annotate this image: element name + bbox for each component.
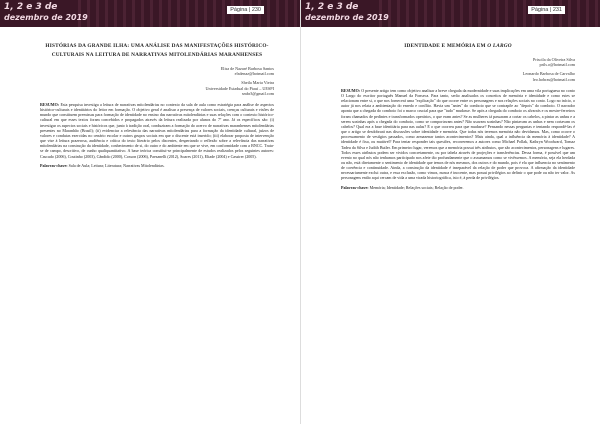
keywords-text: Sala de Aula; Leitura; Literatura; Narrativas Mitolendárias. [68, 162, 165, 168]
article-content [40, 42, 274, 168]
keywords-text: Memória; Identidade; Relações sociais; Relação de poder. [369, 184, 464, 190]
keywords-label: Palavras-chave: [40, 162, 68, 168]
page-number: Página | 230 [227, 6, 264, 14]
keywords [341, 185, 575, 190]
article-title [341, 42, 575, 51]
abstract-text: Esta pesquisa investiga a leitura de narrativas mitolendárias no contexto da sala de aula como estratégia para análise de aspectos histórico-culturais e identitários do leitor em formação. O objetivo geral é analisar a presença de valores sociais, crenças culturais e visões de mundo que constituem premissas para formação de identidade no ensino das narrativas mitolendárias e suas relações com o contexto histórico-cultural em que esses textos foram concebidos e propagados através da leitura realizada por alunos do 7º ano. Já os específicos são: (i) investigar os aspectos sociais e históricos que, junto à tradição oral, conduziram a formação do acervo de narrativas maranhenses mitolendárias presentes no Maranhão (Brasil); (ii) evidenciar a relevância das narrativas mitolendárias para a formação da identidade cultural, juízos de valores e condutas exercidas no cenário escolar e outros grupos sociais em que o discente está inserido; (iii) elaborar proposta de intervenção que vise à leitura prazerosa, audiência e crítica do texto literário pelos discentes, despertando o reflexão sobre a relevância das narrativas mitolendárias na construção da identidade, conhecimento de si, do outro e do ambiente em que se vive, em conformidade com a BNCC. Trata-se de campo, descritivo, de cunho qualiquantitativo. A base teórica constitui-se principalmente de estudos realizados pelos seguintes autores: Cascudo (2006), Coutinho (2003), Cândido (2000), Cosson (2006), Paesanelli (2012), Soares (2011), Eliade (2004) e Cassirer (2005). [40, 102, 274, 159]
banner-pattern [373, 0, 600, 27]
event-logo-line2: dezembro de 2019 [4, 13, 88, 22]
keywords-label: Palavras-chave: [341, 184, 369, 190]
article-title: HISTÓRIAS DA GRANDE ILHA: UMA ANÁLISE DAS MANIFESTAÇÕES HISTÓRICO-CULTURAIS NA LEITURA DE NARRATIVAS MITOLENDÁRIAS MARANHENSES [45, 43, 269, 58]
author-name: Elisa de Nazaré Barbosa Santos [220, 66, 274, 71]
author-email: prils.o@hotmail.com [539, 62, 575, 68]
keywords [40, 163, 274, 168]
abstract-label: RESUMO: [341, 87, 361, 93]
article-title-text: IDENTIDADE E MEMÓRIA EM [404, 43, 488, 49]
author-email: leo.hobras@hotmail.com [532, 76, 575, 82]
page-number: Página | 231 [528, 6, 565, 14]
abstract [40, 102, 274, 159]
author-name: Leonardo Barbosa de Carvalho [522, 71, 575, 77]
event-logo-line2: dezembro de 2019 [305, 13, 389, 22]
abstract [341, 88, 575, 181]
article-content [341, 42, 575, 190]
article-title-work: O LARGO [487, 43, 512, 49]
author-block [341, 57, 575, 82]
abstract-label: RESUMO: [40, 102, 60, 108]
event-logo-line1: 1, 2 e 3 de [305, 2, 359, 12]
event-logo [0, 0, 88, 27]
banner-pattern [72, 0, 300, 27]
author-affiliation: Universidade Estadual do Piauí – UESPI [205, 85, 274, 91]
author-name: Sheila Maria Vieira [241, 80, 274, 86]
author-name: Priscila da Oliveira Silva [533, 57, 575, 62]
event-logo-line1: 1, 2 e 3 de [4, 2, 58, 12]
event-banner [0, 0, 300, 27]
author-email: smbr3@gmail.com [241, 90, 274, 96]
event-banner [301, 0, 600, 27]
abstract-text: O presente artigo tem como objetivo analisar a breve chegada da modernidade e suas implicações em uma vila portuguesa no conto O Largo do escritor português Manuel da Fonseca. Para tanto, serão analisados os conceitos de memória e identidade e como estes se relacionam entre si, o que nos fornecerá uma "explicação" do que ocorre entre os personagens e nos relações sociais no conto. Logo no início, o autor já nos relata a ambientação do enredo e conflito. Havia um "antes" do comboio que se contrapõe ao "depois" do comboio. O narrador aponta que a chegada do comboio foi o marco crucial para que "tudo" mudasse. Se após a chegada do comboio os alvarrás e os mestre-ferreiros foram chamados de pedintes e transformados operários, o que eram antes? Se as mulheres iá passaram a cortar os cabelos, a pintar as unhas e a serem sozinhas após a chegada do comboio, como se comportavam antes? Não usavam sozinhas? Não pintavam as unhas e nem cortavam os cabelos? Qual era a base identitária para nas aulas? E o que ocorreu para que mudasse? Pensando nessas perguntas e tentando respondê-las é que o artigo se desdobrará nas discussões sobre identidade e memória. Que todas nós teremos memória não devidamos. Mas, como ocorre o processamento de vestígios passados, como armazenar tantos acontecimentos? Mais ainda, qual a influência da memória à identidade? A identidade é fixa, ou mutável? Para tentar responder tais questões, recorreremos a autores como Michael Pollak, Kathryn Woodward, Tomaz Tadeu da Silva e Judith Butler. Em primeiro lugar, veremos que a memória possui três atributos, que são acontecimentos, personagens e lugares. Todos esses atributos podem ser vividos concretamente, ou por tabela através de projeções e transferências. Dessa forma, é possível que um evento no qual nós não tenhamos participado nos afete tão profundamente que o assumamos como se vivêssemos. A memória, seja ela herdada ou não, está diretamente o sentimento de identidade que temos de nós mesmos, dos outros e do mundo, pois é ela que influencia no sentimento de coerência e continuidade. Ainda, a construção da identidade é inseparável da relação de poder que provoca. A afirmação da identidade necessariamente exclui outra, e essa exclusão, como vimos, nunca é inocente, mas possui privilégios ao definir o que pode ou não ter valor. As personagens então aqui cercam de vida a uma virada historiográfica, isto é, à perda de privilégios. [341, 87, 575, 181]
document-page-right [300, 0, 600, 424]
author-email: elsdenaz@hotmail.com [234, 71, 274, 77]
event-logo [301, 0, 389, 27]
author-block [40, 66, 274, 96]
